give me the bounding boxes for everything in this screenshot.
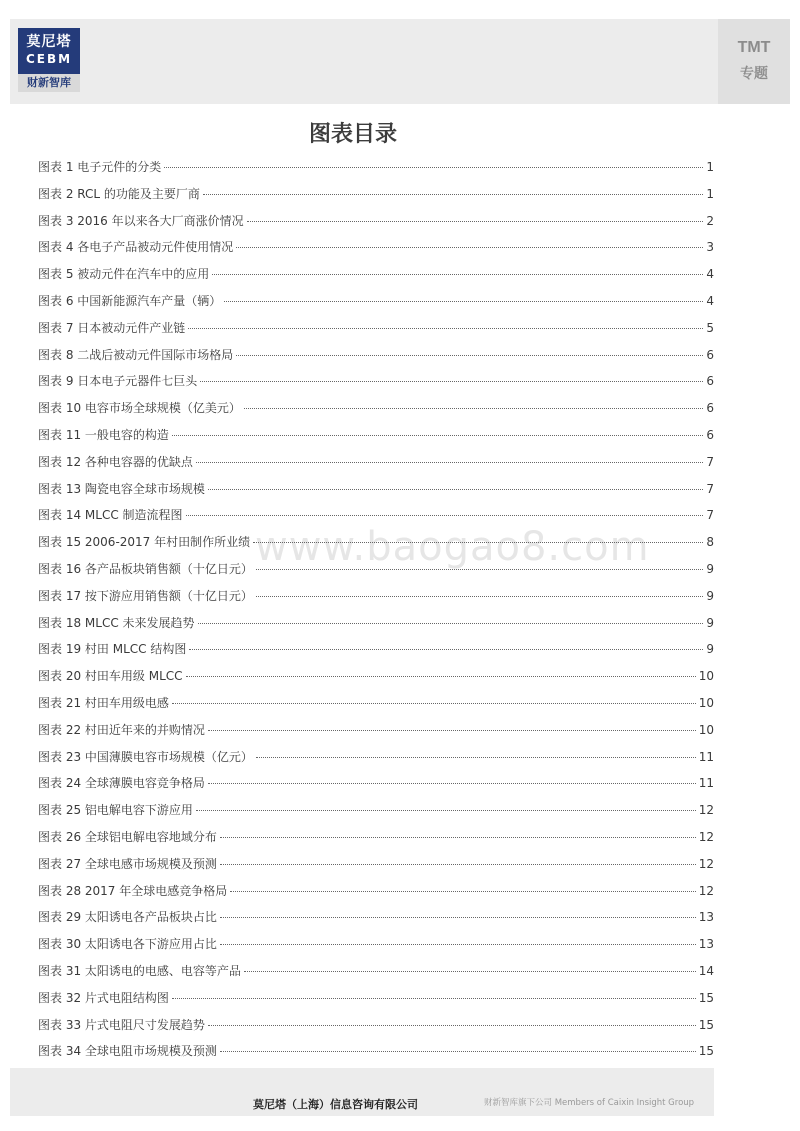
toc-entry-page: 1 xyxy=(706,160,714,174)
toc-entry[interactable] xyxy=(38,372,714,399)
logo-cn-text: 莫尼塔 xyxy=(26,34,72,50)
toc-entry-page: 14 xyxy=(698,963,714,978)
page-title: 图表目录 xyxy=(308,122,397,147)
toc-entry-page: 11 xyxy=(698,749,714,764)
toc-leader-dots xyxy=(236,355,703,356)
watermark: www.baogao8.com xyxy=(255,524,650,570)
toc-entry-page: 10 xyxy=(698,695,714,710)
toc-entry[interactable] xyxy=(38,319,714,346)
toc-entry[interactable] xyxy=(38,506,714,533)
toc-leader-dots xyxy=(256,757,696,758)
toc-entry-page: 3 xyxy=(706,240,714,255)
toc-entry[interactable] xyxy=(38,399,714,426)
toc-entry[interactable] xyxy=(38,667,714,694)
report-tag-en: TMT xyxy=(737,39,771,56)
toc-entry[interactable] xyxy=(38,292,714,319)
report-tag xyxy=(718,19,790,104)
toc-entry-label: 图表 29 太阳诱电各产品板块占比 xyxy=(38,910,217,925)
toc-leader-dots xyxy=(172,998,696,999)
toc-entry-page: 6 xyxy=(706,427,714,442)
toc-entry-page: 9 xyxy=(706,588,714,603)
toc-entry[interactable] xyxy=(38,1042,714,1069)
toc-entry-label: 图表 24 全球薄膜电容竞争格局 xyxy=(38,776,205,791)
toc-leader-dots xyxy=(236,247,703,248)
toc-leader-dots xyxy=(224,301,703,302)
toc-entry-page: 10 xyxy=(698,669,714,684)
toc-entry-page: 11 xyxy=(698,776,714,791)
toc-entry-page: 6 xyxy=(706,401,714,416)
toc-leader-dots xyxy=(203,194,703,195)
toc-entry-page: 12 xyxy=(698,856,714,871)
toc-entry-label: 图表 27 全球电感市场规模及预测 xyxy=(38,856,217,871)
toc-entry-label: 图表 28 2017 年全球电感竞争格局 xyxy=(38,883,228,898)
toc-leader-dots xyxy=(200,381,703,382)
toc-leader-dots xyxy=(244,408,703,409)
toc-entry-page: 4 xyxy=(706,267,714,282)
toc-entry-page: 7 xyxy=(706,481,714,496)
toc-entry-page: 8 xyxy=(706,535,714,550)
toc-entry[interactable] xyxy=(38,426,714,453)
toc-entry-label: 图表 14 MLCC 制造流程图 xyxy=(38,508,183,523)
toc-entry[interactable] xyxy=(38,935,714,962)
toc-entry[interactable] xyxy=(38,453,714,480)
toc-entry-label: 图表 23 中国薄膜电容市场规模（亿元） xyxy=(38,749,253,764)
toc-entry-label: 图表 25 铝电解电容下游应用 xyxy=(38,803,193,818)
toc-entry-label: 图表 32 片式电阻结构图 xyxy=(38,990,169,1005)
toc-leader-dots xyxy=(164,167,703,168)
toc-leader-dots xyxy=(198,623,704,624)
toc-entry-label: 图表 9 日本电子元器件七巨头 xyxy=(38,374,198,389)
toc-entry-page: 7 xyxy=(706,508,714,523)
toc-entry-page: 2 xyxy=(706,213,714,228)
toc-entry-page: 15 xyxy=(698,1044,714,1059)
toc-entry-page: 13 xyxy=(698,937,714,952)
header-band xyxy=(10,19,790,104)
toc-entry[interactable] xyxy=(38,238,714,265)
toc-entry[interactable] xyxy=(38,640,714,667)
toc-entry[interactable] xyxy=(38,774,714,801)
toc-entry[interactable] xyxy=(38,748,714,775)
toc-entry-label: 图表 5 被动元件在汽车中的应用 xyxy=(38,267,210,282)
toc-leader-dots xyxy=(189,649,703,650)
toc-entry-label: 图表 34 全球电阻市场规模及预测 xyxy=(38,1044,217,1059)
toc-leader-dots xyxy=(220,1051,696,1052)
toc-leader-dots xyxy=(247,221,704,222)
toc-entry-label: 图表 8 二战后被动元件国际市场格局 xyxy=(38,347,234,362)
toc-entry-page: 1 xyxy=(706,186,714,201)
toc-entry-page: 6 xyxy=(706,374,714,389)
toc-leader-dots xyxy=(256,569,703,570)
logo-en-text: CEBM xyxy=(25,52,73,66)
toc-entry[interactable] xyxy=(38,587,714,614)
logo-sub-text: 财新智库 xyxy=(18,74,80,92)
toc-entry-label: 图表 15 2006-2017 年村田制作所业绩 xyxy=(38,535,251,550)
toc-leader-dots xyxy=(208,489,703,490)
toc-entry-label: 图表 11 一般电容的构造 xyxy=(38,427,169,442)
toc-entry-label: 图表 1 电子元件的分类 xyxy=(38,160,162,174)
toc-entry[interactable] xyxy=(38,533,714,560)
toc-entry[interactable] xyxy=(38,694,714,721)
toc-entry[interactable] xyxy=(38,882,714,909)
toc-entry-label: 图表 12 各种电容器的优缺点 xyxy=(38,454,193,469)
toc-entry[interactable] xyxy=(38,185,714,212)
toc-entry[interactable] xyxy=(38,265,714,292)
toc-entry-label: 图表 21 村田车用级电感 xyxy=(38,695,169,710)
toc-entry-page: 7 xyxy=(706,454,714,469)
toc-entry[interactable] xyxy=(38,908,714,935)
toc-entry-page: 6 xyxy=(706,347,714,362)
toc-entry-label: 图表 22 村田近年来的并购情况 xyxy=(38,722,205,737)
toc-entry[interactable] xyxy=(38,614,714,641)
toc-entry-label: 图表 13 陶瓷电容全球市场规模 xyxy=(38,481,205,496)
company-logo xyxy=(18,28,80,92)
toc-entry-page: 4 xyxy=(706,293,714,308)
toc-leader-dots xyxy=(244,971,696,972)
toc-leader-dots xyxy=(172,703,696,704)
toc-leader-dots xyxy=(172,435,703,436)
toc-entry-label: 图表 31 太阳诱电的电感、电容等产品 xyxy=(38,963,241,978)
toc-entry-label: 图表 2 RCL 的功能及主要厂商 xyxy=(38,186,200,201)
toc-entry-label: 图表 10 电容市场全球规模（亿美元） xyxy=(38,401,241,416)
toc-entry-label: 图表 26 全球铝电解电容地域分布 xyxy=(38,829,217,844)
toc-entry-label: 图表 33 片式电阻尺寸发展趋势 xyxy=(38,1017,205,1032)
toc-leader-dots xyxy=(188,328,703,329)
toc-entry-page: 12 xyxy=(698,883,714,898)
toc-entry-page: 15 xyxy=(698,1017,714,1032)
toc-entry-label: 图表 17 按下游应用销售额（十亿日元） xyxy=(38,588,253,603)
toc-leader-dots xyxy=(253,542,703,543)
toc-leader-dots xyxy=(186,515,704,516)
toc-entry[interactable] xyxy=(38,158,714,185)
toc-entry-label: 图表 4 各电子产品被动元件使用情况 xyxy=(38,240,234,255)
toc-entry[interactable] xyxy=(38,346,714,373)
toc-entry-page: 13 xyxy=(698,910,714,925)
toc-entry[interactable] xyxy=(38,989,714,1016)
toc-entry[interactable] xyxy=(38,480,714,507)
report-tag-cn: 专题 xyxy=(740,66,768,82)
toc-entry[interactable] xyxy=(38,828,714,855)
toc-entry-label: 图表 20 村田车用级 MLCC xyxy=(38,669,183,684)
toc-entry[interactable] xyxy=(38,212,714,239)
toc-entry-label: 图表 19 村田 MLCC 结构图 xyxy=(38,642,187,657)
toc-entry[interactable] xyxy=(38,855,714,882)
toc-entry-label: 图表 3 2016 年以来各大厂商涨价情况 xyxy=(38,213,244,228)
toc-leader-dots xyxy=(220,944,696,945)
toc-entry-page: 15 xyxy=(698,990,714,1005)
toc-entry-page: 5 xyxy=(706,320,714,335)
toc-entry-page: 9 xyxy=(706,642,714,657)
toc-leader-dots xyxy=(256,596,703,597)
toc-entry-label: 图表 30 太阳诱电各下游应用占比 xyxy=(38,937,217,952)
toc-leader-dots xyxy=(196,810,696,811)
toc-leader-dots xyxy=(208,1025,696,1026)
toc-entry[interactable] xyxy=(38,560,714,587)
toc-leader-dots xyxy=(220,837,696,838)
toc-entry-label: 图表 16 各产品板块销售额（十亿日元） xyxy=(38,561,253,576)
toc-leader-dots xyxy=(208,730,696,731)
toc-entry-page: 9 xyxy=(706,561,714,576)
toc-leader-dots xyxy=(208,783,696,784)
toc-entry-label: 图表 18 MLCC 未来发展趋势 xyxy=(38,615,195,630)
toc-entry[interactable] xyxy=(38,721,714,748)
toc-leader-dots xyxy=(212,274,703,275)
toc-leader-dots xyxy=(186,676,696,677)
toc-leader-dots xyxy=(196,462,703,463)
toc-entry[interactable] xyxy=(38,962,714,989)
footer-group: 财新智库旗下公司 Members of Caixin Insight Group xyxy=(484,1098,695,1108)
toc-entry-page: 12 xyxy=(698,829,714,844)
toc-entry[interactable] xyxy=(38,801,714,828)
toc-leader-dots xyxy=(230,891,695,892)
toc-leader-dots xyxy=(220,917,696,918)
footer-company: 莫尼塔（上海）信息咨询有限公司 xyxy=(253,1098,418,1111)
toc-entry-page: 10 xyxy=(698,722,714,737)
toc-entry-label: 图表 7 日本被动元件产业链 xyxy=(38,320,186,335)
toc-entry[interactable] xyxy=(38,1016,714,1043)
toc-entry-label: 图表 6 中国新能源汽车产量（辆） xyxy=(38,293,222,308)
table-of-figures xyxy=(38,158,714,1069)
toc-leader-dots xyxy=(220,864,696,865)
toc-entry-page: 9 xyxy=(706,615,714,630)
toc-entry-page: 12 xyxy=(698,803,714,818)
